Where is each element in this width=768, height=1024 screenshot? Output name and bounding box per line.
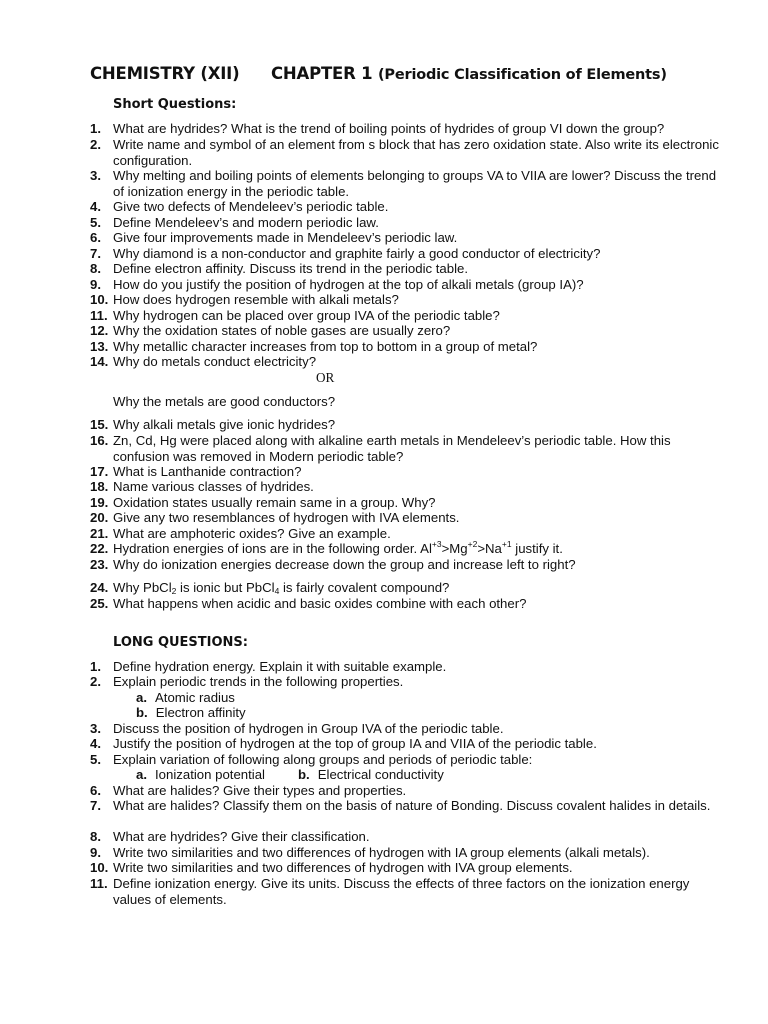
text-part: is fairly covalent compound? bbox=[279, 580, 450, 595]
charge-superscript: +2 bbox=[467, 539, 478, 549]
question-text: Give four improvements made in Mendeleev’s periodic law. bbox=[113, 230, 458, 245]
part-text: Atomic radius bbox=[155, 690, 235, 705]
short-question-13 bbox=[90, 339, 730, 355]
question-text: Define ionization energy. Give its units. Discuss the effects of three factors on the ionization energy values of elements. bbox=[113, 876, 690, 907]
long-questions-heading: LONG QUESTIONS: bbox=[113, 635, 248, 650]
question-number: 10. bbox=[90, 860, 109, 875]
question-number: 6. bbox=[90, 783, 101, 798]
question-number: 9. bbox=[90, 277, 101, 292]
short-question-14 bbox=[90, 354, 730, 370]
short-question-5 bbox=[90, 215, 730, 231]
question-text: Why metallic character increases from top to bottom in a group of metal? bbox=[113, 339, 538, 354]
question-text: Write name and symbol of an element from s block that has zero oxidation state. Also write its electronic configuration. bbox=[113, 137, 719, 168]
long-question-5-part-a bbox=[136, 767, 265, 783]
part-text: Electron affinity bbox=[155, 705, 246, 720]
question-text: Why do ionization energies decrease down the group and increase left to right? bbox=[113, 557, 576, 572]
long-question-11 bbox=[90, 876, 730, 907]
question-number: 8. bbox=[90, 829, 101, 844]
question-number: 23. bbox=[90, 557, 109, 572]
question-text: Define Mendeleev’s and modern periodic law. bbox=[113, 215, 379, 230]
question-number: 7. bbox=[90, 798, 101, 813]
short-question-7 bbox=[90, 246, 730, 262]
long-question-7 bbox=[90, 798, 730, 814]
question-number: 14. bbox=[90, 354, 109, 369]
short-question-24 bbox=[90, 580, 730, 596]
question-text: Give two defects of Mendeleev’s periodic table. bbox=[113, 199, 389, 214]
subject-title: CHEMISTRY (XII) bbox=[90, 64, 240, 83]
question-number: 11. bbox=[90, 308, 108, 323]
short-question-1 bbox=[90, 121, 730, 137]
part-text: Electrical conductivity bbox=[317, 767, 444, 782]
question-number: 1. bbox=[90, 659, 101, 674]
part-letter: a. bbox=[136, 690, 147, 705]
question-text: Why the oxidation states of noble gases are usually zero? bbox=[113, 323, 451, 338]
or-separator: OR bbox=[316, 370, 335, 385]
question-text: Oxidation states usually remain same in a group. Why? bbox=[113, 495, 436, 510]
long-question-4 bbox=[90, 736, 730, 752]
question-text: Justify the position of hydrogen at the top of group IA and VIIA of the periodic table. bbox=[113, 736, 597, 751]
short-question-11 bbox=[90, 308, 730, 324]
text-part: Why PbCl bbox=[113, 580, 172, 595]
question-number: 18. bbox=[90, 479, 109, 494]
short-question-2 bbox=[90, 137, 730, 168]
question-text: Explain periodic trends in the following properties. bbox=[113, 674, 404, 689]
short-question-19 bbox=[90, 495, 730, 511]
long-question-8 bbox=[90, 829, 730, 845]
question-text: Write two similarities and two differences of hydrogen with IVA group elements. bbox=[113, 860, 573, 875]
question-text: What are hydrides? What is the trend of boiling points of hydrides of group VI down the group? bbox=[113, 121, 665, 136]
chapter-number: CHAPTER 1 bbox=[271, 64, 373, 83]
question-text: Why hydrogen can be placed over group IVA of the periodic table? bbox=[113, 308, 500, 323]
text-part: Hydration energies of ions are in the following order. Al bbox=[113, 541, 432, 556]
long-question-2-part-a bbox=[136, 690, 235, 706]
question-number: 4. bbox=[90, 199, 101, 214]
question-text: What are halides? Classify them on the basis of nature of Bonding. Discuss covalent halides in details. bbox=[113, 798, 711, 813]
short-question-25 bbox=[90, 596, 730, 612]
question-text bbox=[90, 580, 730, 596]
question-number: 7. bbox=[90, 246, 101, 261]
question-text: Name various classes of hydrides. bbox=[113, 479, 314, 494]
short-question-12 bbox=[90, 323, 730, 339]
charge-superscript: +3 bbox=[431, 539, 442, 549]
short-question-20 bbox=[90, 510, 730, 526]
question-number: 3. bbox=[90, 721, 101, 736]
long-question-2 bbox=[90, 674, 730, 690]
question-number: 20. bbox=[90, 510, 109, 525]
question-number: 9. bbox=[90, 845, 101, 860]
question-text: Why diamond is a non-conductor and graphite fairly a good conductor of electricity? bbox=[113, 246, 601, 261]
short-question-8 bbox=[90, 261, 730, 277]
question-text: Discuss the position of hydrogen in Group IVA of the periodic table. bbox=[113, 721, 504, 736]
question-text: What are amphoteric oxides? Give an example. bbox=[113, 526, 391, 541]
question-number: 24. bbox=[90, 580, 109, 595]
question-text: What happens when acidic and basic oxides combine with each other? bbox=[113, 596, 527, 611]
question-text: Explain variation of following along groups and periods of periodic table: bbox=[113, 752, 533, 767]
question-number: 5. bbox=[90, 215, 101, 230]
long-question-6 bbox=[90, 783, 730, 799]
short-question-16 bbox=[90, 433, 730, 464]
question-number: 25. bbox=[90, 596, 109, 611]
charge-superscript: +1 bbox=[501, 539, 512, 549]
question-number: 2. bbox=[90, 674, 101, 689]
question-text: Write two similarities and two differences of hydrogen with IA group elements (alkali metals). bbox=[113, 845, 650, 860]
question-text: How does hydrogen resemble with alkali metals? bbox=[113, 292, 399, 307]
question-number: 21. bbox=[90, 526, 109, 541]
question-number: 5. bbox=[90, 752, 101, 767]
question-text: Zn, Cd, Hg were placed along with alkaline earth metals in Mendeleev’s periodic table. How this confusion was removed in Modern periodic table? bbox=[113, 433, 671, 464]
chapter-title: (Periodic Classification of Elements) bbox=[378, 67, 667, 83]
question-number: 22. bbox=[90, 541, 109, 556]
long-question-9 bbox=[90, 845, 730, 861]
text-part: >Na bbox=[477, 541, 502, 556]
question-number: 2. bbox=[90, 137, 101, 152]
long-question-5-part-b bbox=[298, 767, 444, 783]
question-number: 16. bbox=[90, 433, 109, 448]
question-text: Define hydration energy. Explain it with suitable example. bbox=[113, 659, 447, 674]
short-question-21 bbox=[90, 526, 730, 542]
long-question-1 bbox=[90, 659, 730, 675]
formula-subscript: 4 bbox=[274, 586, 280, 596]
short-question-17 bbox=[90, 464, 730, 480]
part-letter: b. bbox=[136, 705, 148, 720]
question-number: 17. bbox=[90, 464, 109, 479]
short-question-4 bbox=[90, 199, 730, 215]
question-number: 1. bbox=[90, 121, 101, 136]
question-text: How do you justify the position of hydrogen at the top of alkali metals (group IA)? bbox=[113, 277, 584, 292]
long-question-5 bbox=[90, 752, 730, 768]
short-question-6 bbox=[90, 230, 730, 246]
short-question-18 bbox=[90, 479, 730, 495]
text-part: justify it. bbox=[511, 541, 563, 556]
short-question-10 bbox=[90, 292, 730, 308]
short-question-15 bbox=[90, 417, 730, 433]
question-text: What are halides? Give their types and properties. bbox=[113, 783, 407, 798]
short-question-22 bbox=[90, 541, 730, 557]
question-number: 19. bbox=[90, 495, 109, 510]
question-number: 4. bbox=[90, 736, 101, 751]
question-text: Why melting and boiling points of elements belonging to groups VA to VIIA are lower? Discuss the trend of ionization energy in the periodic table. bbox=[113, 168, 717, 199]
part-letter: b. bbox=[298, 767, 310, 782]
question-number: 12. bbox=[90, 323, 109, 338]
short-questions-heading: Short Questions: bbox=[113, 97, 237, 112]
question-number: 15. bbox=[90, 417, 109, 432]
text-part: is ionic but PbCl bbox=[176, 580, 275, 595]
short-question-23 bbox=[90, 557, 730, 573]
question-number: 13. bbox=[90, 339, 109, 354]
question-number: 8. bbox=[90, 261, 101, 276]
formula-subscript: 2 bbox=[171, 586, 177, 596]
short-question-9 bbox=[90, 277, 730, 293]
part-letter: a. bbox=[136, 767, 147, 782]
long-question-3 bbox=[90, 721, 730, 737]
short-question-3 bbox=[90, 168, 730, 199]
text-part: >Mg bbox=[441, 541, 468, 556]
chapter-heading bbox=[271, 64, 667, 83]
question-number: 11. bbox=[90, 876, 108, 891]
long-question-2-part-b bbox=[136, 705, 246, 721]
long-question-10 bbox=[90, 860, 730, 876]
question-text: Why alkali metals give ionic hydrides? bbox=[113, 417, 336, 432]
short-question-14-alternate: Why the metals are good conductors? bbox=[113, 394, 336, 409]
question-number: 3. bbox=[90, 168, 101, 183]
question-text bbox=[90, 541, 730, 557]
question-number: 6. bbox=[90, 230, 101, 245]
question-text: Why do metals conduct electricity? bbox=[113, 354, 317, 369]
question-text: What is Lanthanide contraction? bbox=[113, 464, 302, 479]
part-text: Ionization potential bbox=[155, 767, 265, 782]
question-text: Define electron affinity. Discuss its trend in the periodic table. bbox=[113, 261, 469, 276]
question-number: 10. bbox=[90, 292, 109, 307]
question-text: What are hydrides? Give their classification. bbox=[113, 829, 370, 844]
question-text: Give any two resemblances of hydrogen with IVA elements. bbox=[113, 510, 460, 525]
